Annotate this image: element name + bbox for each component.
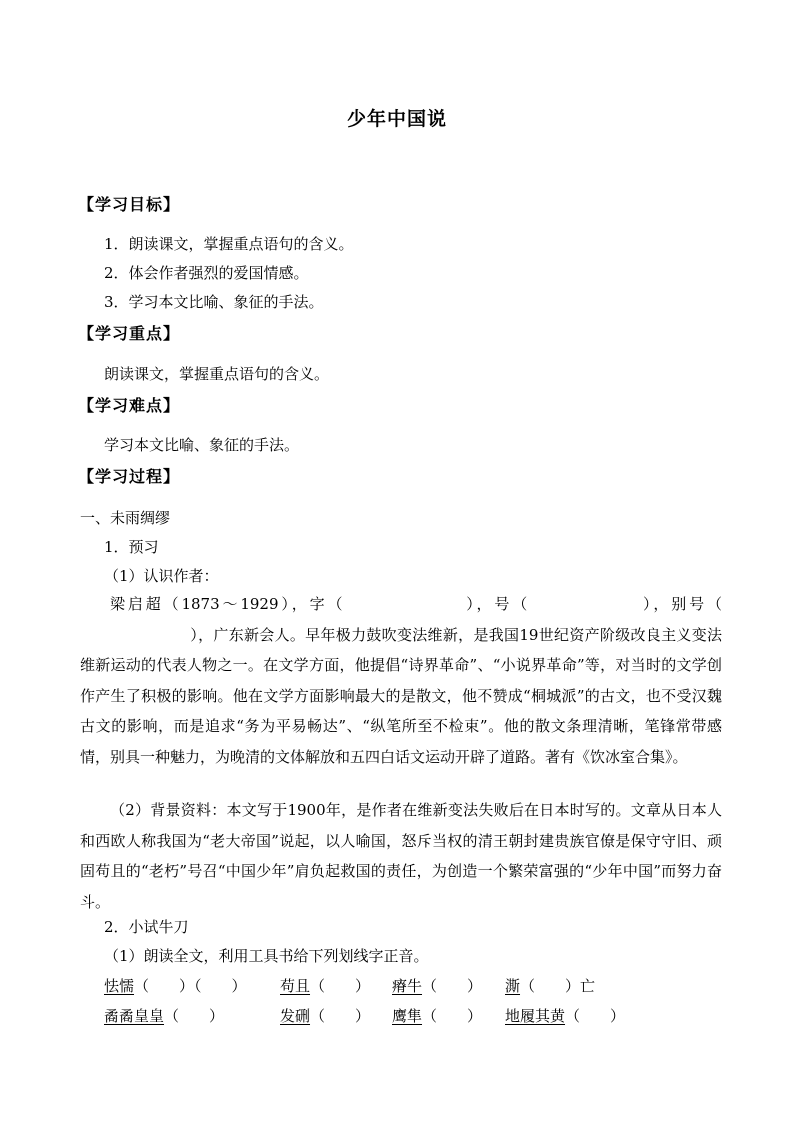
word-yuyuhuanghuang-blank[interactable]: （ ） — [164, 1007, 225, 1025]
key-text: 朗读课文，掌握重点语句的含义。 — [104, 365, 330, 383]
page-title: 少年中国说 — [346, 108, 447, 130]
sub2-heading: （1）朗读全文，利用工具书给下列划线字正音。 — [104, 947, 429, 965]
word-qienuo-blanks[interactable]: （ ）（ ） — [134, 977, 247, 995]
key-heading: 【学习重点】 — [78, 324, 181, 343]
pinyin-row-2-b — [280, 1005, 370, 1026]
goal-item-3: 3．学习本文比喻、象征的手法。 — [104, 293, 324, 311]
word-faxing: 发硎 — [280, 1007, 311, 1025]
process-heading: 【学习过程】 — [78, 467, 181, 486]
goals-heading: 【学习目标】 — [78, 195, 181, 214]
background-paragraph: （2）背景资料：本文写于1900年，是作者在维新变法失败后在日本时写的。文章从日本人和西欧人称我国为“老大帝国”说起，以人喻国，怒斥当权的清王朝封建贵族官僚是保守守旧、顽固苟且的“老朽”号召“中国少年”肩负起救国的责任，为创造一个繁荣富强的“少年中国”而努力奋斗。 — [80, 801, 722, 911]
author-text-4: （ — [706, 595, 722, 613]
word-dilvqihuang: 地履其黄 — [505, 1007, 566, 1025]
word-yuyuhuanghuang: 矞矞皇皇 — [104, 1007, 165, 1025]
word-faxing-blank[interactable]: （ ） — [310, 1007, 371, 1025]
author-text-3: ），别号 — [640, 595, 707, 613]
part1-heading: 一、未雨绸缪 — [80, 509, 171, 527]
pinyin-row-2 — [104, 1005, 224, 1026]
step1-heading: 1．预习 — [104, 538, 159, 556]
author-text-1: 梁启超（1873～1929），字（ — [110, 595, 346, 613]
word-qienuo: 怯懦 — [104, 977, 135, 995]
pinyin-row-2-d — [505, 1005, 625, 1026]
word-jiniu: 瘠牛 — [392, 977, 423, 995]
sub1-heading: （1）认识作者： — [104, 567, 219, 585]
word-gouqie: 苟且 — [280, 977, 311, 995]
word-gouqie-blank[interactable]: （ ） — [310, 977, 371, 995]
pinyin-row-2-c — [392, 1005, 482, 1026]
author-text-5: ），广东新会人。早年极力鼓吹变法维新，是我国19世纪资产阶级改良主义变法维新运动的代表人物之一。在文学方面，他提倡“诗界革命”、“小说界革命”等，对当时的文学创作产生了积极的影响。他在文学方面影响最大的是散文，他不赞成“桐城派”的古文，也不受汉魏古文的影响，而是追求“务为平易畅达”、“纵笔所至不检束”。他的散文条理清晰，笔锋常带感情，别具一种魅力，为晚清的文体解放和五四白话文运动开辟了道路。著有《饮冰室合集》。 — [80, 625, 722, 766]
goal-item-1: 1．朗读课文，掌握重点语句的含义。 — [104, 235, 354, 253]
pinyin-row-1-d — [505, 975, 595, 996]
word-siwang: 澌 — [505, 977, 521, 995]
pinyin-row-1-b — [280, 975, 370, 996]
step2-heading: 2．小试牛刀 — [104, 918, 189, 936]
difficulty-heading: 【学习难点】 — [78, 396, 181, 415]
goal-item-2: 2．体会作者强烈的爱国情感。 — [104, 264, 309, 282]
pinyin-row-1-c — [392, 975, 482, 996]
word-yingsun-blank[interactable]: （ ） — [422, 1007, 483, 1025]
difficulty-text: 学习本文比喻、象征的手法。 — [104, 436, 300, 454]
author-paragraph — [80, 589, 722, 772]
word-siwang-blank[interactable]: （ ）亡 — [520, 977, 596, 995]
author-text-2: ），号（ — [463, 595, 531, 613]
word-dilvqihuang-blank[interactable]: （ ） — [565, 1007, 626, 1025]
pinyin-row-1 — [104, 975, 247, 996]
word-jiniu-blank[interactable]: （ ） — [422, 977, 483, 995]
word-yingsun: 鹰隼 — [392, 1007, 423, 1025]
